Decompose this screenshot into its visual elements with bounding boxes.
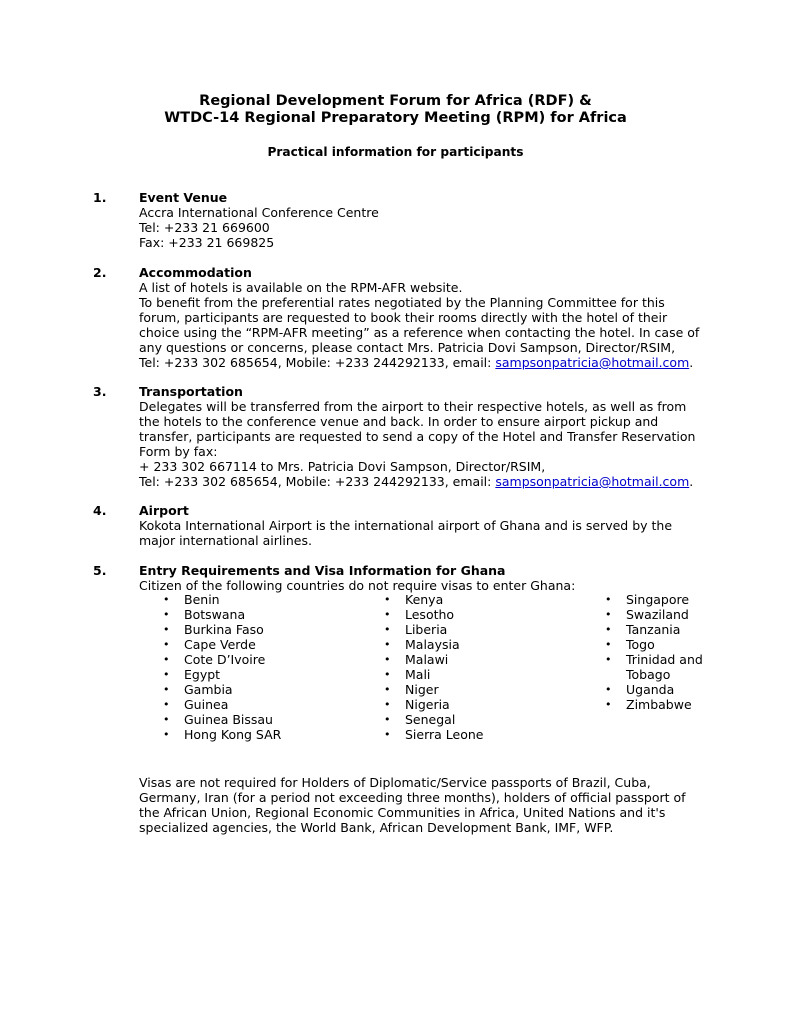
- document-subtitle: Practical information for participants: [267, 145, 524, 159]
- country-list-item: • Egypt: [160, 667, 360, 682]
- text-line: any questions or concerns, please contact Mrs. Patricia Dovi Sampson, Director/RSIM,: [139, 340, 676, 355]
- section-number: 2.: [93, 265, 107, 280]
- country-list-item: • Togo: [602, 637, 712, 652]
- section-body: [139, 563, 704, 593]
- email-link[interactable]: sampsonpatricia@hotmail.com: [495, 355, 690, 370]
- text-line: Citizen of the following countries do not require visas to enter Ghana:: [139, 578, 576, 593]
- country-list-item: • Zimbabwe: [602, 697, 712, 712]
- country-column-3: [602, 592, 712, 712]
- country-list-item: • Cape Verde: [160, 637, 360, 652]
- country-list-item: • Malaysia: [381, 637, 581, 652]
- contact-prefix: Tel: +233 302 685654, Mobile: +233 244292133, email:: [139, 355, 496, 370]
- section-number: 3.: [93, 384, 107, 399]
- text-line: Accra International Conference Centre: [139, 205, 379, 220]
- country-list-item: • Niger: [381, 682, 581, 697]
- section-heading: Transportation: [139, 384, 243, 399]
- country-list-item: • Lesotho: [381, 607, 581, 622]
- document-title: [0, 93, 791, 127]
- title-line-2: WTDC-14 Regional Preparatory Meeting (RPM) for Africa: [164, 110, 627, 126]
- country-list-item: • Sierra Leone: [381, 727, 581, 742]
- country-list-item: • Mali: [381, 667, 581, 682]
- text-line: choice using the “RPM-AFR meeting” as a reference when contacting the hotel. In case of: [139, 325, 700, 340]
- section-heading: Accommodation: [139, 265, 252, 280]
- country-list-item: • Burkina Faso: [160, 622, 360, 637]
- text-line: forum, participants are requested to book their rooms directly with the hotel of their: [139, 310, 668, 325]
- section-body: [139, 190, 704, 250]
- section-heading: Entry Requirements and Visa Information for Ghana: [139, 563, 506, 578]
- country-list-item: • Kenya: [381, 592, 581, 607]
- country-list-item: • Tanzania: [602, 622, 712, 637]
- text-line: Germany, Iran (for a period not exceeding three months), holders of official passport of: [139, 790, 686, 805]
- country-list-item: • Benin: [160, 592, 360, 607]
- country-list-item: • Senegal: [381, 712, 581, 727]
- country-list-item: • Hong Kong SAR: [160, 727, 360, 742]
- country-list-item: • Guinea Bissau: [160, 712, 360, 727]
- country-list-item: • Nigeria: [381, 697, 581, 712]
- text-line: the hotels to the conference venue and back. In order to ensure airport pickup and: [139, 414, 659, 429]
- country-list-item: • Trinidad and Tobago: [602, 652, 712, 682]
- contact-line: [139, 474, 704, 489]
- text-line: To benefit from the preferential rates negotiated by the Planning Committee for this: [139, 295, 665, 310]
- text-line: the African Union, Regional Economic Communities in Africa, United Nations and it's: [139, 805, 666, 820]
- email-link[interactable]: sampsonpatricia@hotmail.com: [495, 474, 690, 489]
- text-line: Kokota International Airport is the international airport of Ghana and is served by the: [139, 518, 673, 533]
- section-number: 4.: [93, 503, 107, 518]
- visa-note: [139, 775, 699, 835]
- section-number: 1.: [93, 190, 107, 205]
- contact-line: [139, 355, 704, 370]
- contact-suffix: .: [689, 474, 694, 489]
- title-line-1: Regional Development Forum for Africa (RDF) &: [199, 93, 592, 109]
- section-body: [139, 265, 704, 370]
- text-line: Fax: +233 21 669825: [139, 235, 275, 250]
- country-list-item: • Guinea: [160, 697, 360, 712]
- contact-prefix: Tel: +233 302 685654, Mobile: +233 244292133, email:: [139, 474, 496, 489]
- section-heading: Airport: [139, 503, 189, 518]
- text-line: Delegates will be transferred from the airport to their respective hotels, as well as from: [139, 399, 687, 414]
- text-line: major international airlines.: [139, 533, 312, 548]
- section-body: [139, 503, 704, 548]
- contact-suffix: .: [689, 355, 694, 370]
- section-body: [139, 384, 704, 489]
- country-list-item: • Botswana: [160, 607, 360, 622]
- country-list-item: • Cote D’Ivoire: [160, 652, 360, 667]
- text-line: Form by fax:: [139, 444, 218, 459]
- country-list-item: • Swaziland: [602, 607, 712, 622]
- country-list-item: • Liberia: [381, 622, 581, 637]
- text-line: Visas are not required for Holders of Diplomatic/Service passports of Brazil, Cuba,: [139, 775, 651, 790]
- country-column-2: [381, 592, 581, 742]
- country-list-item: • Uganda: [602, 682, 712, 697]
- section-number: 5.: [93, 563, 107, 578]
- text-line: Tel: +233 21 669600: [139, 220, 270, 235]
- text-line: transfer, participants are requested to send a copy of the Hotel and Transfer Reservation: [139, 429, 696, 444]
- text-line: specialized agencies, the World Bank, African Development Bank, IMF, WFP.: [139, 820, 614, 835]
- country-column-1: [160, 592, 360, 742]
- country-list-item: • Singapore: [602, 592, 712, 607]
- country-list-item: • Gambia: [160, 682, 360, 697]
- section-heading: Event Venue: [139, 190, 228, 205]
- text-line: + 233 302 667114 to Mrs. Patricia Dovi Sampson, Director/RSIM,: [139, 459, 546, 474]
- country-list-item: • Malawi: [381, 652, 581, 667]
- text-line: A list of hotels is available on the RPM-AFR website.: [139, 280, 463, 295]
